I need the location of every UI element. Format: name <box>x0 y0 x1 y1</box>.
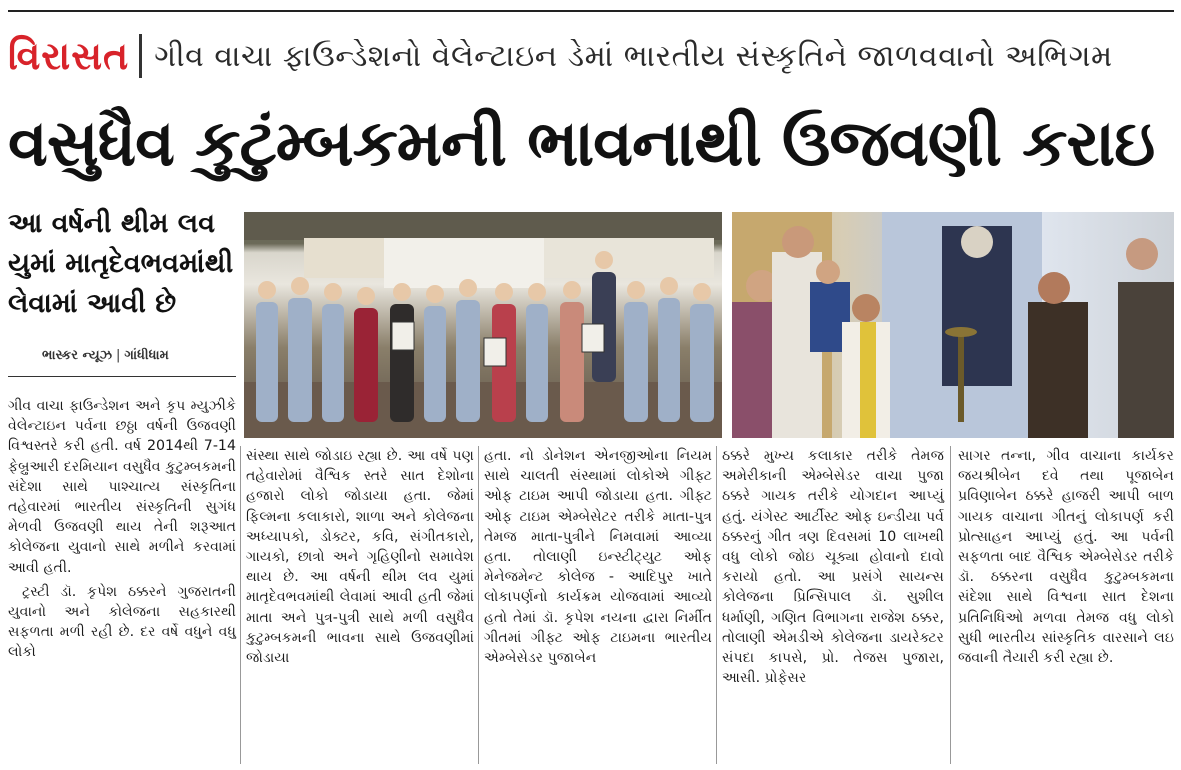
headline: વસુધૈવ કુટુંમ્બકમની ભાવનાથી ઉજવણી કરાઇ <box>8 107 1155 181</box>
lamp-lighting-illustration <box>732 212 1174 438</box>
group-photo <box>244 212 722 438</box>
top-rule <box>8 10 1174 12</box>
body-column-3 <box>484 446 712 672</box>
subhead: આ વર્ષની થીમ લવ યુમાં માતૃદેવભવમાંથી લેવામાં આવી છે <box>8 208 234 319</box>
byline-place: ગાંધીધામ <box>124 348 169 363</box>
section-tag: વિરાસત <box>8 33 130 78</box>
byline-rule <box>8 376 236 377</box>
column-divider <box>950 446 951 764</box>
kicker-divider <box>139 34 142 78</box>
body-paragraph: હતા. નો ડોનેશન એનજીઓના નિયમ સાથે ચાલતી સંસ્થામાં લોકોએ ગીફ્ટ ઓફ ટાઇમ આપી જોડાયા હતા. ગીફ્ટ ઓફ ટાઇમ એમ્બેસેટર તરીકે માતા-પુત્ર તેમજ માતા-પુત્રીને નિમવામાં આવ્યા હતા. તોલાણી ઇન્સ્ટીટ્યુટ ઓફ મેનેજમેન્ટ કોલેજ - આદિપુર ખાતે લોકાપર્ણનો કાર્યક્રમ યોજવામાં આવ્યો હતો તેમાં ડૉ. કૃપેશ નયના દ્વારા નિર્મીત ગીતમાં ગીફ્ટ ઓફ ટાઇમના ભારતીય એમ્બેસેડર પુજાબેન <box>484 448 712 667</box>
kicker-row <box>8 26 1174 86</box>
byline <box>42 348 236 363</box>
column-divider <box>478 446 479 764</box>
byline-separator: | <box>116 348 121 363</box>
kicker: ગીવ વાચા ફાઉન્ડેશનો વેલેન્ટાઇન ડેમાં ભારતીય સંસ્કૃતિને જાળવવાનો અભિગમ <box>154 38 1113 74</box>
group-photo-illustration <box>244 212 722 438</box>
lamp-lighting-photo <box>732 212 1174 438</box>
body-column-2 <box>246 446 474 672</box>
body-column-1 <box>8 396 236 667</box>
body-column-5 <box>958 446 1174 672</box>
body-column-4 <box>722 446 944 692</box>
body-paragraph: ઠક્કરે મુખ્ય કલાકાર તરીકે તેમજ અમેરીકાની એમ્બેસેડર વાચા પુજા ઠક્કરે ગાયક તરીકે યોગદાન આપ્યું હતું. યંગેસ્ટ આર્ટીસ્ટ ઓફ ઇન્ડીયા પર્વ ઠક્કરનું ગીત ત્રણ દિવસમાં 10 લાખથી વધુ લોકો જોઇ ચૂક્યા હોવાનો દાવો કરાયો હતો. આ પ્રસંગે સાયન્સ કોલેજના પ્રિન્સિપાલ ડૉ. સુશીલ ધર્માણી, ગણિત વિભાગના રાજેશ ઠક્કર, તોલાણી એમડીએ કોલેજના ડાયરેક્ટર સંપદા કાપસે, પ્રો. તેજસ પુજારા, આસી. પ્રોફેસર <box>722 448 944 687</box>
column-divider <box>716 446 717 764</box>
body-paragraph: ટ્રસ્ટી ડૉ. કૃપેશ ઠક્કરને ગુજરાતની યુવાનો અને કોલેજના સહકારથી સફળતા મળી રહી છે. દર વર્ષે વધુને વધુ લોકો <box>8 583 236 661</box>
byline-source: ભાસ્કર ન્યૂઝ <box>42 348 113 363</box>
body-paragraph: સાગર તન્ના, ગીવ વાચાના કાર્યકર જયશ્રીબેન દવે તથા પૂજાબેન પ્રવિણાબેન ઠક્કરે હાજરી આપી બાળ ગાયક વાચાના ગીતનું લોકાપર્ણ કરી પ્રોત્સાહન આપ્યું હતું. આ પર્વની સફળતા બાદ વૈશ્વિક એમ્બેસેડર તરીકે ડૉ. ઠક્કરના વસુધૈવ કુટુમ્બકમના સંદેશા સાથે વિશ્વના સાત દેશના પ્રતિનિધિઓ મળવા તેમજ વધુ લોકો સુધી ભારતીય સાંસ્કૃતિક વારસાને લઇ જવાની તૈયારી કરી રહ્યા છે. <box>958 448 1174 667</box>
column-divider <box>240 446 241 764</box>
body-paragraph: સંસ્થા સાથે જોડાઇ રહ્યા છે. આ વર્ષે પણ તહેવારોમાં વૈશ્વિક સ્તરે સાત દેશોના હજારો લોકો જોડાયા હતા. જેમાં ફિલ્મના કલાકારો, શાળા અને કોલેજના અધ્યાપકો, ડોક્ટર, કવિ, સંગીતકારો, ગાયકો, છાત્રો અને ગૃહિણીનો સમાવેશ થાય છે. આ વર્ષની થીમ લવ યુમાં માતૃદેવભવમાંથી લેવામાં આવી હતી જેમાં માતા અને પુત્ર-પુત્રી સાથે મળી વસુધૈવ કુટુમ્બકમની ભાવના સાથે ઉજવણીમાં જોડાયા <box>246 448 474 667</box>
body-paragraph: ગીવ વાચા ફાઉન્ડેશન અને કૃપ મ્યુઝીકે વેલેન્ટાઇન પર્વના છઠ્ઠા વર્ષની ઉજવણી વિશ્વસ્તરે કરી હતી. વર્ષ 2014થી 7-14 ફેબ્રુઆરી દરમિયાન વસુધૈવ કુટુમ્બકમની સંદેશા સાથે પાશ્ચાત્ય સંસ્કૃતિના તહેવારમાં ભારતીય સંસ્કૃતિની સુગંધ મેળવી ઉજવણી થાય તેની શરૂઆત કોલેજના યુવાનો સાથે મળીને કરવામાં આવી હતી. <box>8 398 236 576</box>
